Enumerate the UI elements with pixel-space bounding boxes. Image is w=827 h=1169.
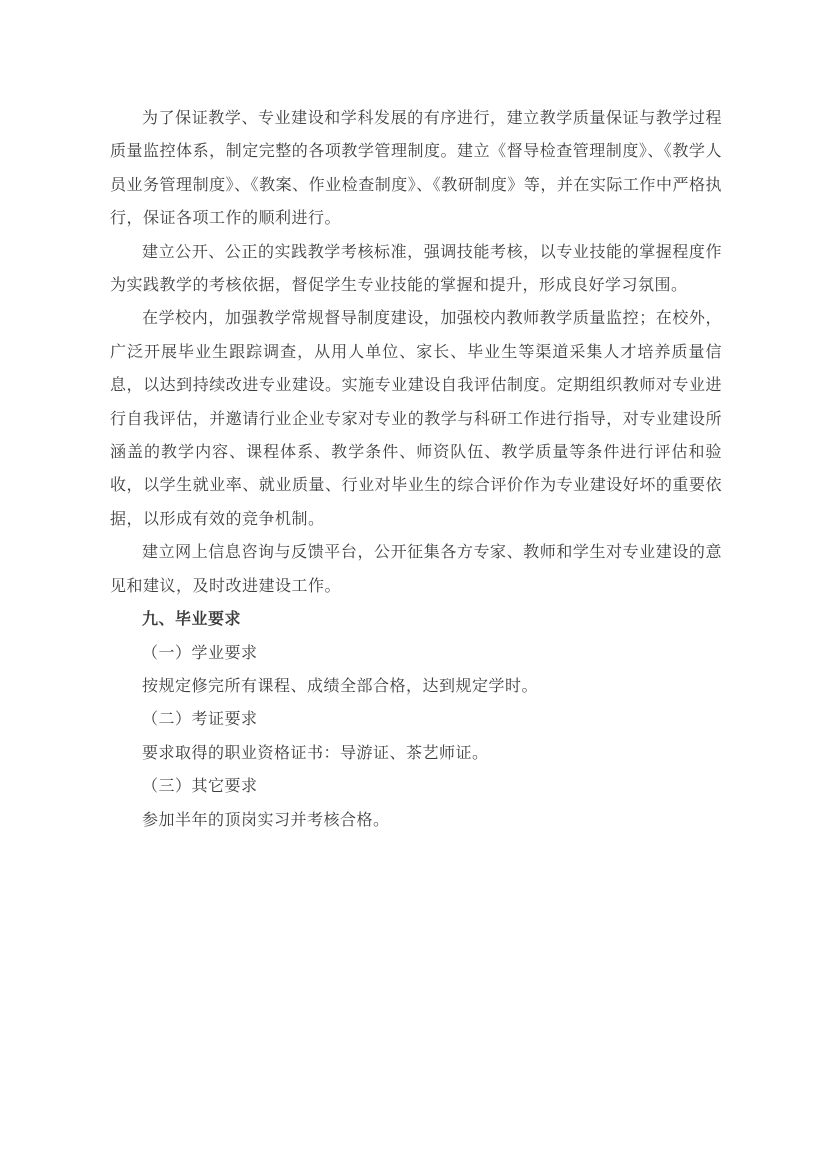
section-heading-graduation-requirements: 九、毕业要求	[142, 611, 242, 629]
subsection-heading-certificate-requirements: （二）考证要求	[142, 711, 258, 729]
body-paragraph-practice-assessment: 建立公开、公正的实践教学考核标准，强调技能考核，以专业技能的掌握程度作为实践教学的考核依据，督促学生专业技能的掌握和提升，形成良好学习氛围。	[110, 243, 722, 295]
body-paragraph-quality-system: 为了保证教学、专业建设和学科发展的有序进行，建立教学质量保证与教学过程质量监控体系，制定完整的各项教学管理制度。建立《督导检查管理制度》、《教学人员业务管理制度》、《教案、作业检查制度》、《教研制度》等，并在实际工作中严格执行，保证各项工作的顺利进行。	[110, 110, 722, 228]
body-paragraph-certificate-requirements: 要求取得的职业资格证书：导游证、茶艺师证。	[142, 744, 489, 762]
body-paragraph-academic-requirements: 按规定修完所有课程、成绩全部合格，达到规定学时。	[142, 677, 539, 695]
subsection-heading-other-requirements: （三）其它要求	[142, 778, 258, 796]
body-paragraph-feedback-platform: 建立网上信息咨询与反馈平台，公开征集各方专家、教师和学生对专业建设的意见和建议，及时改进建设工作。	[110, 544, 722, 595]
body-paragraph-other-requirements: 参加半年的顶岗实习并考核合格。	[142, 811, 390, 829]
subsection-heading-academic-requirements: （一）学业要求	[142, 644, 258, 662]
body-paragraph-supervision-evaluation: 在学校内，加强教学常规督导制度建设，加强校内教师教学质量监控；在校外，广泛开展毕业生跟踪调查，从用人单位、家长、毕业生等渠道采集人才培养质量信息，以达到持续改进专业建设。实施专业建设自我评估制度。定期组织教师对专业进行自我评估，并邀请行业企业专家对专业的教学与科研工作进行指导，对专业建设所涵盖的教学内容、课程体系、教学条件、师资队伍、教学质量等条件进行评估和验收，以学生就业率、就业质量、行业对毕业生的综合评价作为专业建设好坏的重要依据，以形成有效的竞争机制。	[110, 310, 722, 528]
